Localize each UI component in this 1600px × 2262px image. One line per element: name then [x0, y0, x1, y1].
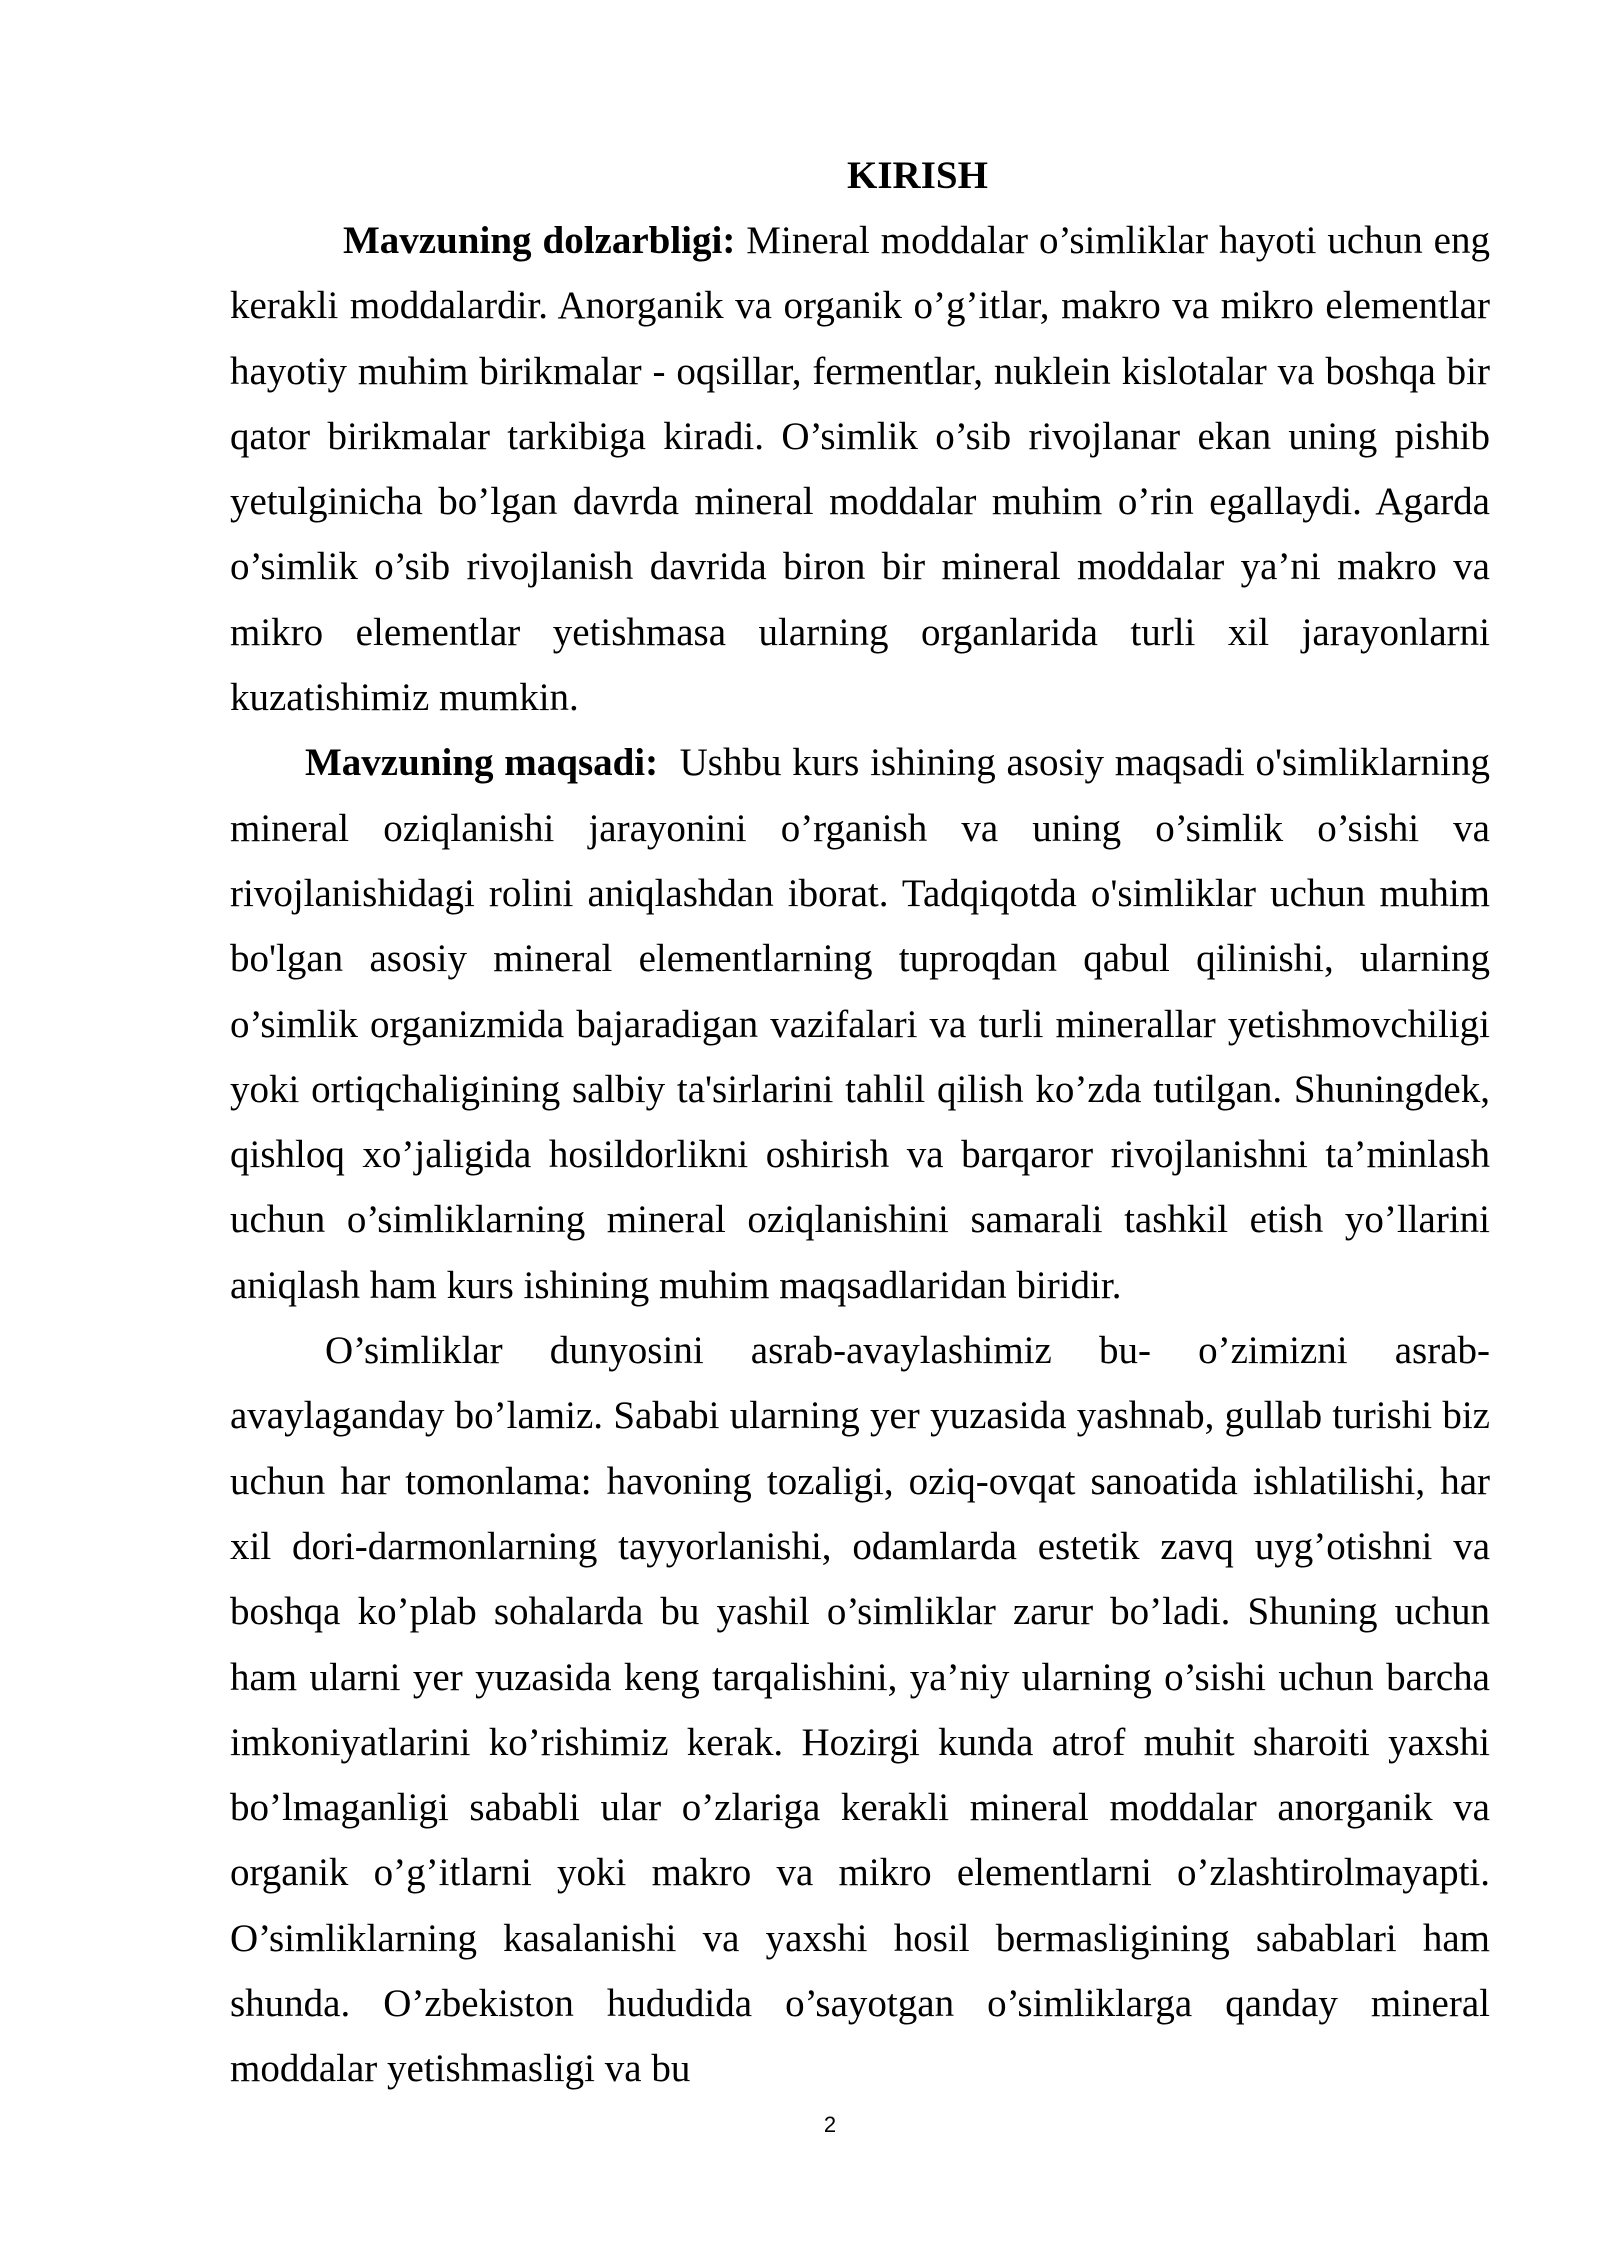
- paragraph-lead-relevance: Mavzuning dolzarbligi:: [343, 219, 736, 262]
- page-number: 2: [823, 2112, 837, 2137]
- paragraph-text-goal: Ushbu kurs ishining asosiy maqsadi o'simliklarning mineral oziqlanishi jarayonini o’rganish va uning o’simlik o’sishi va rivojlanishidagi rolini aniqlashdan iborat. Tadqiqotda o'simliklar uchun muhim bo'lgan asosiy mineral elementlarning tuproqdan qabul qilinishi, ularning o’simlik organizmida bajaradigan vazifalari va turli minerallar yetishmovchiligi yoki ortiqchaligining salbiy ta'sirlarini tahlil qilish ko’zda tutilgan. Shuningdek, qishloq xo’jaligida hosildorlikni oshirish va barqaror rivojlanishni ta’minlash uchun o’simliklarning mineral oziqlanishini samarali tashkil etish yo’llarini aniqlash ham kurs ishining muhim maqsadlaridan biridir.: [230, 741, 1500, 1307]
- paragraph-text-plants: O’simliklar dunyosini asrab-avaylashimiz bu- o’zimizni asrab-avaylaganday bo’lamiz. Sababi ularning yer yuzasida yashnab, gullab turishi biz uchun har tomonlama: havoning tozaligi, oziq-ovqat sanoatida ishlatilishi, har xil dori-darmonlarning tayyorlanishi, odamlarda estetik zavq uyg’otishni va boshqa ko’plab sohalarda bu yashil o’simliklar zarur bo’ladi. Shuning uchun ham ularni yer yuzasida keng tarqalishini, ya’niy ularning o’sishi uchun barcha imkoniyatlarini ko’rishimiz kerak. Hozirgi kunda atrof muhit sharoiti yaxshi bo’lmaganligi sababli ular o’zlariga kerakli mineral moddalar anorganik va organik o’g’itlarni yoki makro va mikro elementlarni o’zlashtirolmayapti. O’simliklarning kasalanishi va yaxshi hosil bermasligining sabablari ham shunda. O’zbekiston hududida o’sayotgan o’simliklarga qanday mineral moddalar yetishmasligi va bu: [230, 1329, 1490, 2091]
- paragraph-plants: [230, 1318, 1490, 2102]
- paragraph-relevance: [230, 208, 1490, 730]
- page-title: KIRISH: [847, 154, 988, 197]
- paragraph-lead-goal: Mavzuning maqsadi:: [305, 741, 659, 785]
- page-content: [230, 148, 1500, 2102]
- paragraph-goal: [230, 730, 1500, 1318]
- paragraph-text-relevance: Mineral moddalar o’simliklar hayoti uchun eng kerakli moddalardir. Anorganik va organik o’g’itlar, makro va mikro elementlar hayotiy muhim birikmalar - oqsillar, fermentlar, nuklein kislotalar va boshqa bir qator birikmalar tarkibiga kiradi. O’simlik o’sib rivojlanar ekan uning pishib yetulginicha bo’lgan davrda mineral moddalar muhim o’rin egallaydi. Agarda o’simlik o’sib rivojlanish davrida biron bir mineral moddalar ya’ni makro va mikro elementlar yetishmasa ularning organlarida turli xil jarayonlarni kuzatishimiz mumkin.: [230, 219, 1490, 720]
